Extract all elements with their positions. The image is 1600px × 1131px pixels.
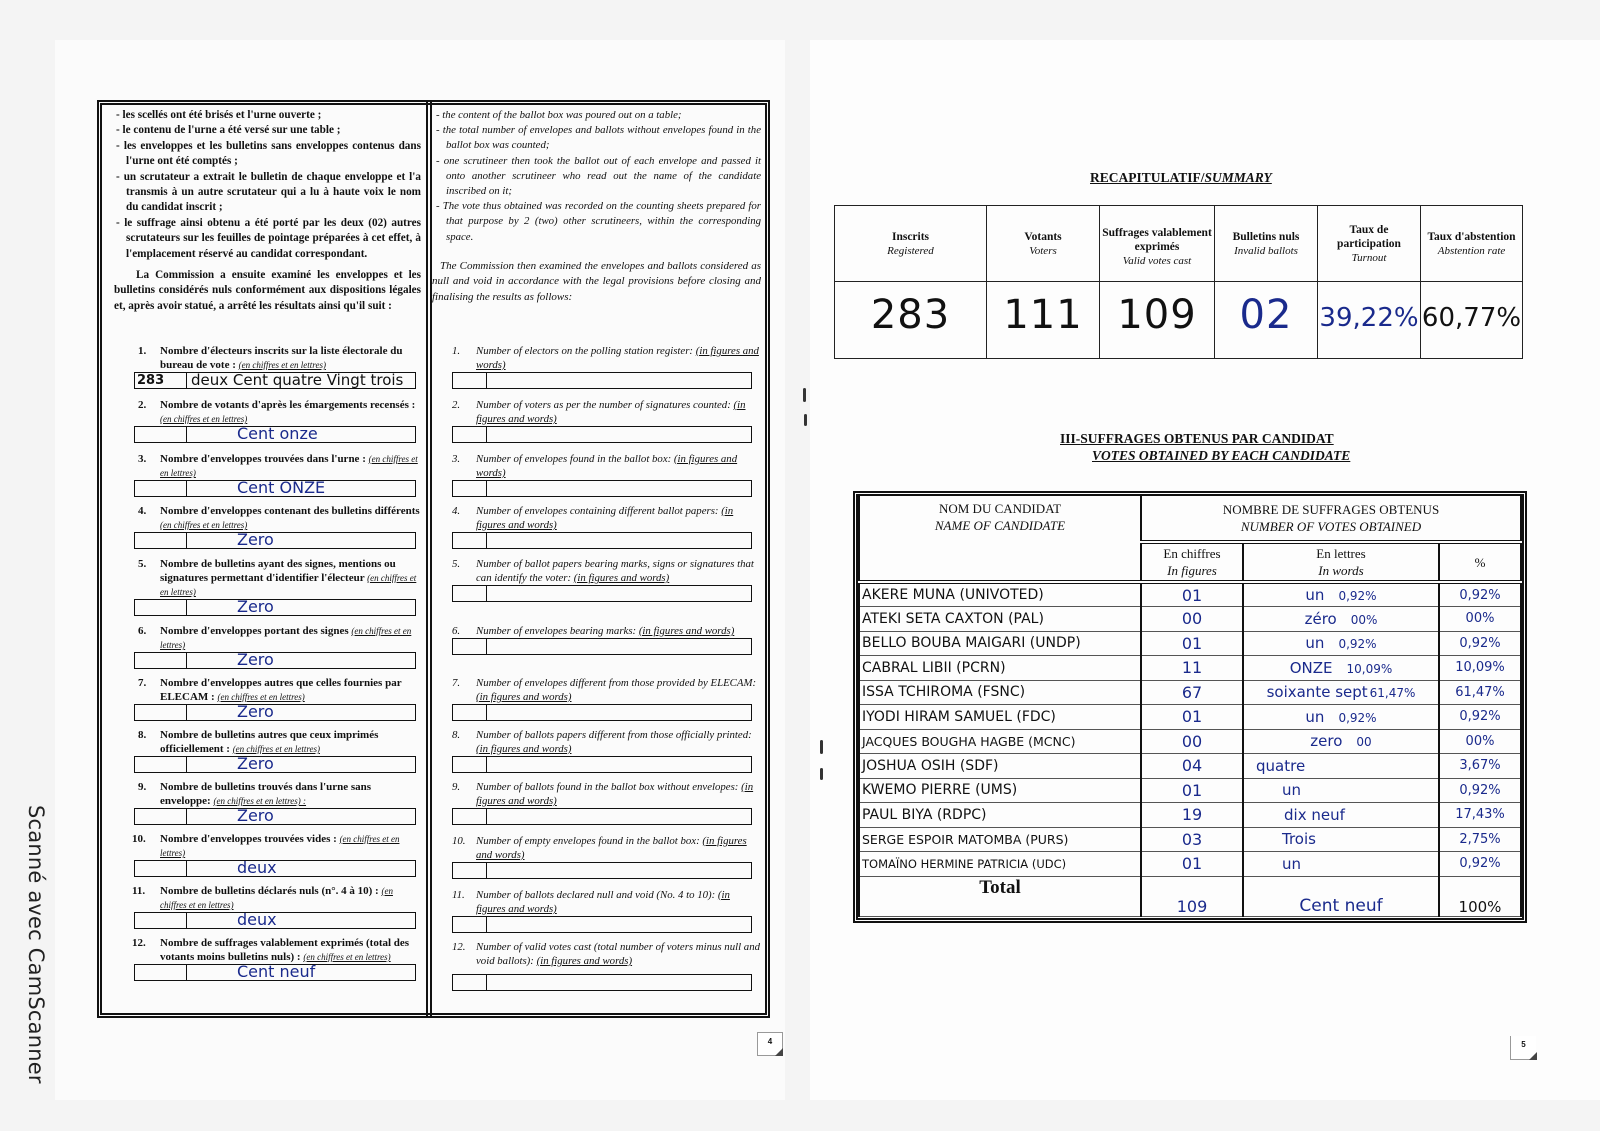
procedure-step: - The vote thus obtained was recorded on the counting sheets prepared for that purpose by 2 (two) other scrutineers, within the corresponding space. bbox=[436, 199, 761, 245]
answer-figure[interactable] bbox=[135, 533, 187, 548]
candidate-figures[interactable]: 19 bbox=[1141, 803, 1243, 828]
candidate-figures[interactable]: 01 bbox=[1141, 582, 1243, 607]
summary-table bbox=[834, 205, 1523, 359]
form-item-en-7: 7. Number of envelopes different from those provided by ELECAM: (in figures and words) bbox=[432, 676, 767, 721]
total-label: Total bbox=[859, 876, 1141, 916]
procedure-step: - the content of the ballot box was poured out on a table; bbox=[436, 108, 761, 123]
answer-field[interactable] bbox=[134, 372, 416, 389]
item-label: Nombre de bulletins autres que ceux imprimés officiellement : bbox=[160, 729, 379, 755]
total-percent[interactable]: 100% bbox=[1439, 876, 1521, 916]
candidate-percent[interactable]: 61,47% bbox=[1439, 680, 1521, 705]
form-item-en-12: 12. Number of valid votes cast (total number of voters minus null and void ballots): (in figures and words) bbox=[432, 940, 767, 991]
candidate-words[interactable]: soixante sept 61,47% bbox=[1243, 680, 1439, 705]
value-registered[interactable]: 283 bbox=[835, 282, 987, 359]
candidate-name: SERGE ESPOIR MATOMBA (PURS) bbox=[859, 827, 1141, 852]
form-item-en-11: 11. Number of ballots declared null and void (No. 4 to 10): (in figures and words) bbox=[432, 888, 767, 933]
answer-field[interactable] bbox=[452, 808, 752, 825]
candidate-words[interactable]: quatre bbox=[1243, 754, 1439, 779]
french-column bbox=[102, 104, 427, 1014]
candidate-words[interactable]: dix neuf bbox=[1243, 803, 1439, 828]
procedure-step: - le contenu de l'urne a été versé sur une table ; bbox=[116, 123, 421, 138]
answer-field[interactable] bbox=[134, 480, 416, 497]
form-item-1: 1. Nombre d'électeurs inscrits sur la liste électorale du bureau de vote : (en chiffres et en lettres) 283 deux Cent quatre Vingt trois bbox=[102, 344, 427, 389]
candidate-figures[interactable]: 03 bbox=[1141, 827, 1243, 852]
answer-field[interactable] bbox=[452, 974, 752, 991]
answer-field[interactable] bbox=[452, 426, 752, 443]
candidate-row bbox=[859, 754, 1521, 779]
answer-field[interactable] bbox=[134, 912, 416, 929]
candidate-percent[interactable]: 00% bbox=[1439, 729, 1521, 754]
candidate-figures[interactable]: 01 bbox=[1141, 778, 1243, 803]
margin-mark bbox=[820, 740, 823, 754]
candidates-table bbox=[858, 496, 1522, 917]
header-registered: Inscrits Registered bbox=[835, 206, 987, 282]
header-percent: % bbox=[1439, 542, 1521, 582]
candidate-words[interactable]: un bbox=[1243, 852, 1439, 877]
procedure-step: - the total number of envelopes and ballots without envelopes found in the ballot box was counted; bbox=[436, 123, 761, 153]
answer-words[interactable]: Cent onze bbox=[237, 424, 318, 443]
form-item-9: 9. Nombre de bulletins trouvés dans l'urne sans enveloppe: (en chiffres et en lettres) : Zero bbox=[102, 780, 427, 825]
answer-words[interactable]: Zero bbox=[237, 597, 274, 616]
answer-field[interactable] bbox=[134, 860, 416, 877]
answer-figure[interactable] bbox=[135, 965, 187, 980]
answer-figure[interactable] bbox=[135, 705, 187, 720]
answer-field[interactable] bbox=[134, 532, 416, 549]
candidate-name: IYODI HIRAM SAMUEL (FDC) bbox=[859, 705, 1141, 730]
item-label: Nombre de bulletins trouvés dans l'urne sans enveloppe: bbox=[160, 781, 372, 807]
candidate-row bbox=[859, 852, 1521, 877]
candidate-name: AKERE MUNA (UNIVOTED) bbox=[859, 582, 1141, 607]
form-item-3: 3. Nombre d'enveloppes trouvées dans l'urne : (en chiffres et en lettres) Cent ONZE bbox=[102, 452, 427, 497]
answer-field[interactable] bbox=[134, 964, 416, 981]
answer-field[interactable] bbox=[134, 704, 416, 721]
answer-words[interactable]: Zero bbox=[237, 530, 274, 549]
value-valid-votes[interactable]: 109 bbox=[1100, 282, 1215, 359]
answer-figure[interactable] bbox=[135, 481, 187, 496]
margin-mark bbox=[820, 768, 823, 780]
item-label: Nombre d'enveloppes portant des signes bbox=[160, 625, 349, 637]
candidate-row bbox=[859, 778, 1521, 803]
value-invalid-ballots[interactable]: 02 bbox=[1215, 282, 1318, 359]
candidate-name: ISSA TCHIROMA (FSNC) bbox=[859, 680, 1141, 705]
candidate-row bbox=[859, 680, 1521, 705]
candidate-words[interactable]: Trois bbox=[1243, 827, 1439, 852]
french-procedure-list bbox=[102, 104, 427, 262]
item-label: Nombre d'enveloppes autres que celles fournies par ELECAM : bbox=[160, 677, 402, 703]
candidate-row bbox=[859, 729, 1521, 754]
english-column bbox=[432, 104, 767, 1014]
answer-words[interactable]: Zero bbox=[237, 754, 274, 773]
english-procedure-list bbox=[432, 104, 767, 245]
candidate-words[interactable]: un 0,92% bbox=[1243, 631, 1439, 656]
answer-words[interactable]: deux bbox=[237, 858, 277, 877]
candidate-name: JACQUES BOUGHA HAGBE (MCNC) bbox=[859, 729, 1141, 754]
page-number-4: 4 bbox=[757, 1032, 783, 1056]
margin-mark bbox=[803, 388, 806, 402]
header-turnout: Taux de participation Turnout bbox=[1318, 206, 1421, 282]
candidate-name: TOMAÏNO HERMINE PATRICIA (UDC) bbox=[859, 852, 1141, 877]
answer-words[interactable]: Zero bbox=[237, 650, 274, 669]
answer-field[interactable] bbox=[134, 652, 416, 669]
candidate-words[interactable]: zero 00 bbox=[1243, 729, 1439, 754]
candidate-name: KWEMO PIERRE (UMS) bbox=[859, 778, 1141, 803]
form-item-7: 7. Nombre d'enveloppes autres que celles fournies par ELECAM : (en chiffres et en lettres) Zero bbox=[102, 676, 427, 721]
item-label: Nombre de votants d'après les émargements recensés : bbox=[160, 399, 416, 411]
answer-field[interactable] bbox=[134, 808, 416, 825]
margin-mark bbox=[804, 414, 807, 426]
answer-field[interactable] bbox=[134, 426, 416, 443]
procedure-step: - le suffrage ainsi obtenu a été porté par les deux (02) autres scrutateurs sur les feuilles de pointage préparées à cet effet, à l'emplacement réservé au candidat correspondant. bbox=[116, 216, 421, 262]
candidate-name: PAUL BIYA (RDPC) bbox=[859, 803, 1141, 828]
value-abstention[interactable]: 60,77% bbox=[1421, 282, 1523, 359]
item-label: Nombre de bulletins ayant des signes, mentions ou signatures permettant d'identifier l'électeur bbox=[160, 558, 396, 584]
answer-figure[interactable] bbox=[135, 653, 187, 668]
scanner-watermark: Scanné avec CamScanner bbox=[24, 805, 48, 1084]
candidate-percent[interactable]: 10,09% bbox=[1439, 656, 1521, 681]
item-label: Nombre de suffrages valablement exprimés (total des votants moins bulletins nuls) : bbox=[160, 937, 410, 963]
summary-title: RECAPITULATIF/SUMMARY bbox=[1090, 170, 1272, 185]
form-item-12: 12. Nombre de suffrages valablement exprimés (total des votants moins bulletins nuls) : (en chiffres et en lettres) Cent neuf bbox=[102, 936, 427, 981]
commission-paragraph: La Commission a ensuite examiné les enveloppes et les bulletins considérés nuls conformément aux dispositions légales et, après avoir statué, a arrêté les résultats ainsi qu'il suit : bbox=[114, 269, 421, 312]
answer-field[interactable] bbox=[452, 638, 752, 655]
candidate-row bbox=[859, 827, 1521, 852]
answer-field[interactable] bbox=[134, 599, 416, 616]
value-turnout[interactable]: 39,22% bbox=[1318, 282, 1421, 359]
candidate-words[interactable]: un bbox=[1243, 778, 1439, 803]
page-number-5: 5 bbox=[1510, 1036, 1536, 1060]
candidate-figures[interactable]: 01 bbox=[1141, 631, 1243, 656]
commission-paragraph-en: The Commission then examined the envelopes and ballots considered as null and void in accordance with the legal provisions before closing and finalising the results as follows: bbox=[432, 259, 761, 303]
total-figures[interactable]: 109 bbox=[1141, 876, 1243, 916]
answer-figure[interactable] bbox=[135, 427, 187, 442]
candidate-words[interactable]: un 0,92% bbox=[1243, 705, 1439, 730]
answer-words[interactable]: Zero bbox=[237, 702, 274, 721]
answer-figure[interactable] bbox=[135, 600, 187, 615]
value-voters[interactable]: 111 bbox=[987, 282, 1100, 359]
candidate-name: ATEKI SETA CAXTON (PAL) bbox=[859, 607, 1141, 632]
candidate-percent[interactable]: 00% bbox=[1439, 607, 1521, 632]
candidate-row bbox=[859, 705, 1521, 730]
answer-words[interactable]: Cent ONZE bbox=[237, 478, 326, 497]
total-row bbox=[859, 876, 1521, 916]
header-votes-obtained: NOMBRE DE SUFFRAGES OBTENUS NUMBER OF VOTES OBTAINED bbox=[1141, 496, 1521, 542]
candidate-figures[interactable]: 01 bbox=[1141, 852, 1243, 877]
form-item-en-4: 4. Number of envelopes containing different ballot papers: (in figures and words) bbox=[432, 504, 767, 549]
answer-field[interactable] bbox=[452, 372, 752, 389]
item-label: Nombre d'électeurs inscrits sur la liste électorale du bureau de vote : bbox=[160, 345, 403, 371]
answer-field[interactable] bbox=[452, 532, 752, 549]
candidate-percent[interactable]: 0,92% bbox=[1439, 705, 1521, 730]
candidate-figures[interactable]: 00 bbox=[1141, 729, 1243, 754]
item-label: Nombre d'enveloppes contenant des bulletins différents bbox=[160, 505, 420, 517]
candidate-percent[interactable]: 0,92% bbox=[1439, 582, 1521, 607]
header-abstention: Taux d'abstention Abstention rate bbox=[1421, 206, 1523, 282]
results-section-title: III-SUFFRAGES OBTENUS PAR CANDIDAT VOTES OBTAINED BY EACH CANDIDATE bbox=[1060, 431, 1351, 463]
candidate-name: JOSHUA OSIH (SDF) bbox=[859, 754, 1141, 779]
answer-words[interactable]: Cent neuf bbox=[237, 962, 316, 981]
total-words[interactable]: Cent neuf bbox=[1243, 876, 1439, 916]
candidate-row bbox=[859, 607, 1521, 632]
answer-figure[interactable] bbox=[135, 809, 187, 824]
candidate-percent[interactable]: 2,75% bbox=[1439, 827, 1521, 852]
answer-figure[interactable] bbox=[135, 861, 187, 876]
candidate-percent[interactable]: 17,43% bbox=[1439, 803, 1521, 828]
form-item-8: 8. Nombre de bulletins autres que ceux imprimés officiellement : (en chiffres et en lettres) Zero bbox=[102, 728, 427, 773]
answer-words[interactable]: deux bbox=[237, 910, 277, 929]
answer-field[interactable] bbox=[134, 756, 416, 773]
candidate-figures[interactable]: 11 bbox=[1141, 656, 1243, 681]
candidate-percent[interactable]: 0,92% bbox=[1439, 778, 1521, 803]
answer-words[interactable]: Zero bbox=[237, 806, 274, 825]
form-item-en-8: 8. Number of ballots papers different from those officially printed: (in figures and words) bbox=[432, 728, 767, 773]
header-voters: Votants Voters bbox=[987, 206, 1100, 282]
candidate-words[interactable]: zéro 00% bbox=[1243, 607, 1439, 632]
candidate-figures[interactable]: 00 bbox=[1141, 607, 1243, 632]
procedure-step: - one scrutineer then took the ballot out of each envelope and passed it onto another scrutineer who read out the name of the candidate inscribed on it; bbox=[436, 154, 761, 200]
procedure-step: - les scellés ont été brisés et l'urne ouverte ; bbox=[116, 108, 421, 123]
form-item-en-3: 3. Number of envelopes found in the ballot box: (in figures and words) bbox=[432, 452, 767, 497]
candidate-percent[interactable]: 0,92% bbox=[1439, 852, 1521, 877]
candidate-percent[interactable]: 0,92% bbox=[1439, 631, 1521, 656]
candidate-row bbox=[859, 803, 1521, 828]
item-label: Nombre d'enveloppes trouvées dans l'urne : bbox=[160, 453, 366, 465]
header-valid-votes: Suffrages valablement exprimés Valid votes cast bbox=[1100, 206, 1215, 282]
candidate-row bbox=[859, 582, 1521, 607]
candidate-words[interactable]: un 0,92% bbox=[1243, 582, 1439, 607]
candidate-figures[interactable]: 04 bbox=[1141, 754, 1243, 779]
form-item-6: 6. Nombre d'enveloppes portant des signes (en chiffres et en lettres) Zero bbox=[102, 624, 427, 669]
form-item-en-10: 10. Number of empty envelopes found in the ballot box: (in figures and words) bbox=[432, 834, 767, 879]
candidate-figures[interactable]: 01 bbox=[1141, 705, 1243, 730]
form-item-4: 4. Nombre d'enveloppes contenant des bulletins différents (en chiffres et en lettres) Zero bbox=[102, 504, 427, 549]
item-label: Nombre de bulletins déclarés nuls (n°. 4 à 10) : bbox=[160, 885, 379, 897]
header-in-figures: En chiffres In figures bbox=[1141, 542, 1243, 582]
answer-field[interactable] bbox=[452, 480, 752, 497]
candidate-percent[interactable]: 3,67% bbox=[1439, 754, 1521, 779]
candidate-row bbox=[859, 631, 1521, 656]
header-candidate-name: NOM DU CANDIDAT NAME OF CANDIDATE bbox=[859, 496, 1141, 582]
form-item-11: 11. Nombre de bulletins déclarés nuls (n°. 4 à 10) : (en chiffres et en lettres) deux bbox=[102, 884, 427, 929]
answer-figure[interactable]: 283 bbox=[135, 373, 187, 388]
answer-field[interactable] bbox=[452, 862, 752, 879]
answer-field[interactable] bbox=[452, 756, 752, 773]
form-item-2: 2. Nombre de votants d'après les émargements recensés : (en chiffres et en lettres) Cent onze bbox=[102, 398, 427, 443]
header-invalid-ballots: Bulletins nuls Invalid ballots bbox=[1215, 206, 1318, 282]
candidate-figures[interactable]: 67 bbox=[1141, 680, 1243, 705]
item-label: Nombre d'enveloppes trouvées vides : bbox=[160, 833, 337, 845]
form-item-10: 10. Nombre d'enveloppes trouvées vides : (en chiffres et en lettres) deux bbox=[102, 832, 427, 877]
candidate-name: BELLO BOUBA MAIGARI (UNDP) bbox=[859, 631, 1141, 656]
answer-field[interactable] bbox=[452, 704, 752, 721]
header-in-words: En lettres In words bbox=[1243, 542, 1439, 582]
answer-figure[interactable] bbox=[135, 757, 187, 772]
answer-field[interactable] bbox=[452, 916, 752, 933]
candidate-row bbox=[859, 656, 1521, 681]
candidate-name: CABRAL LIBII (PCRN) bbox=[859, 656, 1141, 681]
answer-figure[interactable] bbox=[135, 913, 187, 928]
form-item-en-2: 2. Number of voters as per the number of signatures counted: (in figures and words) bbox=[432, 398, 767, 443]
form-item-en-6: 6. Number of envelopes bearing marks: (in figures and words) bbox=[432, 624, 767, 655]
procedure-step: - un scrutateur a extrait le bulletin de chaque enveloppe et l'a transmis à un autre scrutateur qui a lu à haute voix le nom du candidat inscrit ; bbox=[116, 170, 421, 216]
procedure-step: - les enveloppes et les bulletins sans enveloppes contenus dans l'urne ont été comptés ; bbox=[116, 139, 421, 170]
form-item-en-1: 1. Number of electors on the polling station register: (in figures and words) bbox=[432, 344, 767, 389]
answer-field[interactable] bbox=[452, 585, 752, 602]
answer-words[interactable]: deux Cent quatre Vingt trois bbox=[191, 371, 404, 389]
form-item-en-5: 5. Number of ballot papers bearing marks, signs or signatures that can identify the voter: (in figures and words) bbox=[432, 557, 767, 602]
candidate-words[interactable]: ONZE 10,09% bbox=[1243, 656, 1439, 681]
form-item-en-9: 9. Number of ballots found in the ballot box without envelopes: (in figures and words) bbox=[432, 780, 767, 825]
form-item-5: 5. Nombre de bulletins ayant des signes, mentions ou signatures permettant d'identifier l'électeur (en chiffres et en lettres) Zero bbox=[102, 557, 427, 616]
